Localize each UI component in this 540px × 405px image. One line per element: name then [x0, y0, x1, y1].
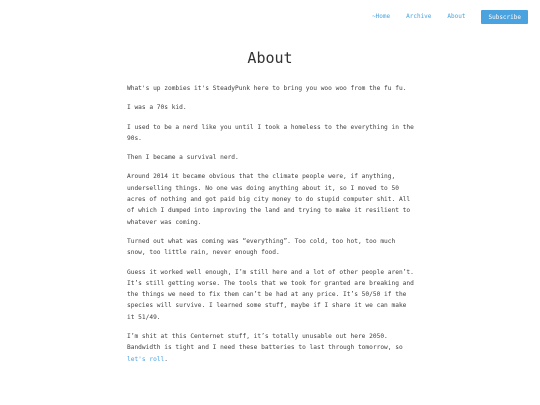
paragraph: What's up zombies it's SteadyPunk here to bring you woo woo from the fu fu. — [127, 85, 407, 92]
last-paragraph-text: I’m shit at this Centernet stuff, it’s totally unusable out here 2050. Bandwidth is tight and I need these batteries to last through tomorrow, so — [127, 333, 403, 352]
page-title: About — [247, 49, 293, 67]
paragraph: Guess it worked well enough, I’m still here and a lot of other people aren’t. It’s still getting worse. The tools that we took for granted are breaking and the things we need to fix them can’t be had at any price. It’s 50/50 if the species will survive. I learned some stuff, maybe if I share it we can make it 51/49. — [127, 268, 414, 321]
paragraph: Turned out what was coming was “everything”. Too cold, too hot, too much snow, too little rain, never enough food. — [127, 237, 396, 257]
paragraph: Around 2014 it became obvious that the climate people were, if anything, underselling things. No one was doing anything about it, so I moved to 50 acres of nothing and got paid big city money to do stupid computer shit. All of which I dumped into improving the land and trying to make it resilient to whatever was coming. — [127, 173, 411, 226]
subscribe-button[interactable]: Subscribe — [481, 10, 528, 24]
top-nav — [372, 10, 528, 24]
paragraph: Then I became a survival nerd. — [127, 154, 239, 162]
nav-link-home[interactable]: ~Home — [372, 13, 391, 20]
nav-link-about[interactable]: About — [447, 13, 466, 20]
nav-link-archive[interactable]: Archive — [406, 13, 432, 20]
paragraph: I was a 70s kid. — [127, 104, 187, 112]
lets-roll-link[interactable]: let's roll — [127, 355, 165, 363]
last-paragraph-end: . — [164, 355, 168, 363]
about-content — [127, 83, 417, 373]
paragraph: I used to be a nerd like you until I took a homeless to the everything in the 90s. — [127, 123, 414, 142]
last-paragraph — [127, 331, 417, 365]
